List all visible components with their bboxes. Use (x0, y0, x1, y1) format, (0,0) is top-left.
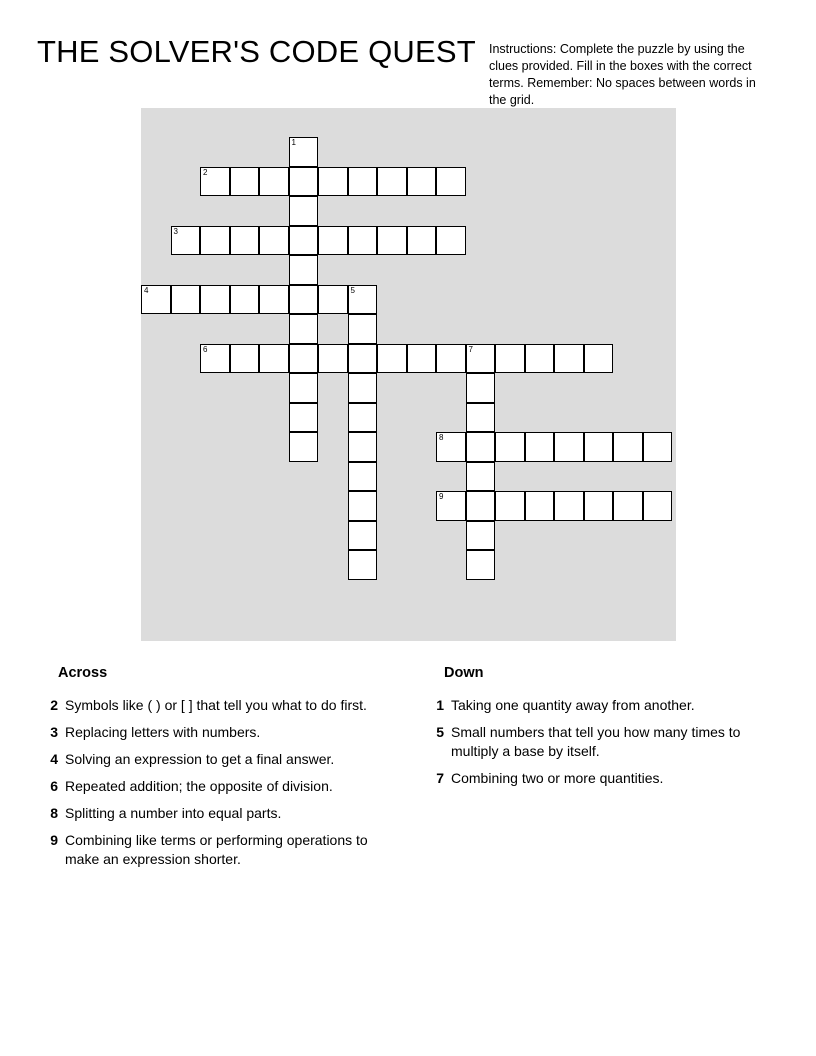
crossword-cell[interactable] (436, 226, 466, 256)
crossword-cell[interactable] (348, 491, 378, 521)
cell-number: 6 (203, 344, 208, 354)
clue-text: Small numbers that tell you how many times to multiply a base by itself. (451, 724, 741, 759)
crossword-cell[interactable] (318, 226, 348, 256)
across-clues (44, 665, 394, 877)
crossword-cell[interactable] (289, 344, 319, 374)
crossword-cell[interactable] (525, 491, 555, 521)
cell-number: 8 (439, 433, 444, 442)
crossword-cell[interactable] (466, 462, 496, 492)
clue-number: 1 (436, 697, 444, 713)
crossword-cell[interactable] (318, 344, 348, 374)
page-title: THE SOLVER'S CODE QUEST (37, 34, 476, 69)
crossword-cell[interactable] (613, 432, 643, 462)
crossword-cell[interactable] (348, 432, 378, 462)
cell-number: 1 (291, 138, 296, 147)
across-clue-item (44, 831, 394, 869)
crossword-cell[interactable] (495, 491, 525, 521)
crossword-cell[interactable] (141, 285, 171, 315)
down-clues (430, 665, 770, 796)
crossword-cell[interactable] (230, 285, 260, 315)
crossword-cell[interactable] (289, 196, 319, 226)
crossword-cell[interactable] (407, 226, 437, 256)
clue-text: Combining like terms or performing operations to make an expression shorter. (65, 832, 368, 867)
cell-number: 2 (203, 167, 208, 177)
clue-number: 3 (50, 724, 58, 740)
instructions-text: Instructions: Complete the puzzle by using the clues provided. Fill in the boxes with the correct terms. Remember: No spaces between words in the grid. (489, 42, 756, 107)
across-heading: Across (58, 665, 108, 681)
clue-text: Replacing letters with numbers. (65, 724, 261, 740)
across-clue-item (44, 723, 394, 742)
down-clue-item (430, 723, 770, 761)
clue-text: Solving an expression to get a final answer. (65, 751, 335, 767)
crossword-cell[interactable] (348, 521, 378, 551)
clue-number: 8 (50, 805, 58, 821)
crossword-cell[interactable] (289, 137, 319, 167)
crossword-cell[interactable] (525, 344, 555, 374)
crossword-cell[interactable] (318, 167, 348, 197)
across-clue-item (44, 696, 394, 715)
crossword-cell[interactable] (348, 550, 378, 580)
crossword-cell[interactable] (436, 167, 466, 197)
crossword-cell[interactable] (348, 226, 378, 256)
clue-text: Symbols like ( ) or [ ] that tell you what to do first. (65, 697, 367, 713)
crossword-cell[interactable] (289, 373, 319, 403)
crossword-cell[interactable] (377, 167, 407, 197)
across-clue-item (44, 777, 394, 796)
crossword-cell[interactable] (495, 432, 525, 462)
crossword-cell[interactable] (259, 285, 289, 315)
crossword-cell[interactable] (289, 226, 319, 256)
crossword-cell[interactable] (230, 167, 260, 197)
cell-number: 9 (439, 492, 444, 501)
clue-number: 6 (50, 778, 58, 794)
crossword-cell[interactable] (200, 167, 230, 197)
clue-text: Combining two or more quantities. (451, 770, 664, 786)
across-clue-item (44, 750, 394, 769)
crossword-cell[interactable] (436, 432, 466, 462)
down-clue-item (430, 769, 770, 788)
clue-number: 4 (50, 751, 58, 767)
crossword-cell[interactable] (171, 285, 201, 315)
clue-number: 9 (50, 832, 58, 848)
crossword-cell[interactable] (259, 344, 289, 374)
crossword-cell[interactable] (377, 344, 407, 374)
crossword-cell[interactable] (348, 344, 378, 374)
crossword-cell[interactable] (466, 344, 496, 374)
clue-number: 7 (436, 770, 444, 786)
crossword-cell[interactable] (200, 285, 230, 315)
clue-number: 5 (436, 724, 444, 740)
cell-number: 4 (144, 285, 149, 295)
crossword-cell[interactable] (348, 167, 378, 197)
crossword-cell[interactable] (495, 344, 525, 374)
crossword-cell[interactable] (348, 373, 378, 403)
clue-text: Splitting a number into equal parts. (65, 805, 282, 821)
cell-number: 5 (350, 285, 355, 295)
crossword-cell[interactable] (466, 491, 496, 521)
crossword-cell[interactable] (466, 550, 496, 580)
crossword-cell[interactable] (259, 226, 289, 256)
crossword-cell[interactable] (289, 285, 319, 315)
crossword-cell[interactable] (289, 167, 319, 197)
crossword-cell[interactable] (348, 462, 378, 492)
down-clue-item (430, 696, 770, 715)
crossword-cell[interactable] (171, 226, 201, 256)
across-clue-item (44, 804, 394, 823)
cell-number: 3 (173, 226, 178, 236)
crossword-cell[interactable] (289, 432, 319, 462)
crossword-cell[interactable] (525, 432, 555, 462)
crossword-cell[interactable] (348, 285, 378, 315)
crossword-cell[interactable] (289, 255, 319, 285)
clue-number: 2 (50, 697, 58, 713)
crossword-grid (141, 108, 676, 641)
crossword-cell[interactable] (643, 491, 673, 521)
crossword-cell[interactable] (466, 373, 496, 403)
crossword-cell[interactable] (230, 344, 260, 374)
clue-text: Repeated addition; the opposite of division. (65, 778, 333, 794)
crossword-cell[interactable] (407, 167, 437, 197)
crossword-cell[interactable] (466, 521, 496, 551)
crossword-cell[interactable] (407, 344, 437, 374)
crossword-cell[interactable] (466, 432, 496, 462)
crossword-cell[interactable] (318, 285, 348, 315)
crossword-cell[interactable] (584, 491, 614, 521)
crossword-cell[interactable] (200, 226, 230, 256)
down-heading: Down (444, 665, 484, 681)
crossword-cell[interactable] (584, 432, 614, 462)
crossword-cell[interactable] (584, 344, 614, 374)
crossword-cell[interactable] (289, 314, 319, 344)
crossword-cell[interactable] (259, 167, 289, 197)
crossword-cell[interactable] (200, 344, 230, 374)
crossword-cell[interactable] (613, 491, 643, 521)
crossword-cell[interactable] (554, 344, 584, 374)
crossword-cell[interactable] (348, 403, 378, 433)
crossword-cell[interactable] (230, 226, 260, 256)
crossword-cell[interactable] (436, 491, 466, 521)
cell-number: 7 (468, 344, 473, 354)
crossword-cell[interactable] (554, 491, 584, 521)
crossword-cell[interactable] (436, 344, 466, 374)
crossword-cell[interactable] (348, 314, 378, 344)
crossword-cell[interactable] (643, 432, 673, 462)
crossword-cell[interactable] (554, 432, 584, 462)
clue-text: Taking one quantity away from another. (451, 697, 695, 713)
crossword-cell[interactable] (377, 226, 407, 256)
crossword-cell[interactable] (466, 403, 496, 433)
crossword-cell[interactable] (289, 403, 319, 433)
